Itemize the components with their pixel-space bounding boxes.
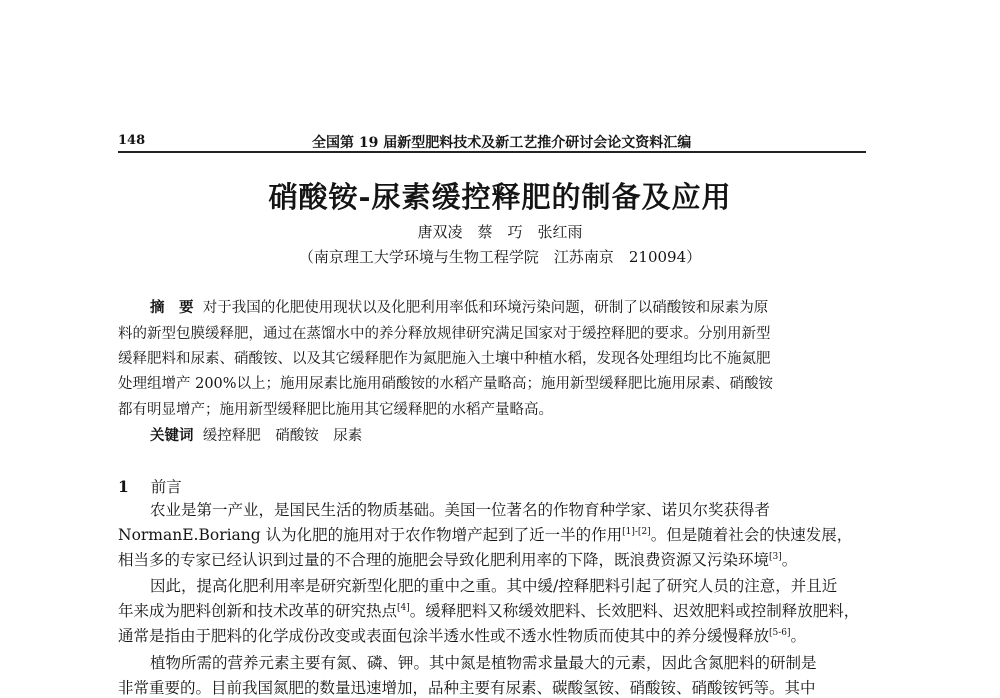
header-rule	[118, 151, 866, 153]
body-line: 非常重要的。目前我国氮肥的数量迅速增加，品种主要有尿素、碳酸氢铵、硝酸铵、硝酸铵钙等。其中	[118, 679, 816, 697]
authors: 唐双凌 蔡 巧 张红雨	[417, 223, 583, 241]
abstract-label: 摘 要	[150, 299, 194, 316]
keywords-label: 关键词	[150, 427, 194, 444]
abstract-line: 都有明显增产；施用新型缓释肥比施用其它缓释肥的水稻产量略高。	[118, 402, 553, 418]
body-text: 相当多的专家已经认识到过量的不合理的施肥会导致化肥利用率的下降，既浪费资源又污染环境	[118, 551, 770, 569]
abstract-line: 处理组增产 200%以上；施用尿素比施用硝酸铵的水稻产量略高；施用新型缓释肥比施用尿素、硝酸铵	[118, 376, 774, 392]
abstract-line: 料的新型包膜缓释肥，通过在蒸馏水中的养分释放规律研究满足国家对于缓控释肥的要求。分别用新型	[118, 326, 771, 342]
affiliation: （南京理工大学环境与生物工程学院 江苏南京 210094）	[298, 248, 702, 266]
page-number: 148	[118, 133, 146, 148]
abstract-line	[150, 296, 768, 317]
running-header: 全国第 19 届新型肥料技术及新工艺推介研讨会论文资料汇编	[312, 135, 692, 151]
body-text: NormanE.Boriang 认为化肥的施用对于农作物增产起到了近一半的作用	[118, 526, 623, 544]
abstract-text: 对于我国的化肥使用现状以及化肥利用率低和环境污染问题，研制了以硝酸铵和尿素为原	[202, 300, 769, 316]
body-line: 植物所需的营养元素主要有氮、磷、钾。其中氮是植物需求量最大的元素，因此含氮肥料的研制是	[150, 654, 817, 672]
keywords-text: 缓控释肥 硝酸铵 尿素	[202, 428, 363, 444]
citation: [4]	[397, 602, 410, 613]
body-text: 。但是随着社会的快速发展，	[650, 526, 853, 544]
body-text: 年来成为肥料创新和技术改革的研究热点	[118, 602, 398, 620]
body-line	[118, 548, 797, 570]
section-title: 前言	[150, 478, 182, 496]
body-text: 。	[790, 627, 807, 645]
citation: [5-6]	[769, 627, 791, 638]
citation: [3]	[769, 551, 782, 562]
keywords	[150, 424, 362, 445]
section-number: 1	[118, 477, 129, 496]
abstract-line: 缓释肥料和尿素、硝酸铵、以及其它缓释肥作为氮肥施入土壤中种植水稻，发现各处理组均比不施氮肥	[118, 351, 771, 367]
section-heading	[118, 475, 182, 497]
body-text: 通常是指由于肥料的化学成份改变或表面包涂半透水性或不透水性物质而使其中的养分缓慢释放	[118, 627, 770, 645]
body-text: 。	[781, 551, 798, 569]
body-line: 农业是第一产业，是国民生活的物质基础。美国一位著名的作物育种学家、诺贝尔奖获得者	[150, 501, 771, 519]
body-line: 因此，提高化肥利用率是研究新型化肥的重中之重。其中缓/控释肥料引起了研究人员的注意，并且近	[150, 577, 838, 595]
body-line	[118, 624, 806, 646]
body-line	[118, 523, 852, 545]
body-text: 。缓释肥料又称缓效肥料、长效肥料、迟效肥料或控制释放肥料，	[409, 602, 860, 620]
paper-title: 硝酸铵-尿素缓控释肥的制备及应用	[268, 180, 732, 214]
citation: [1]-[2]	[622, 526, 651, 537]
body-line	[118, 599, 859, 621]
